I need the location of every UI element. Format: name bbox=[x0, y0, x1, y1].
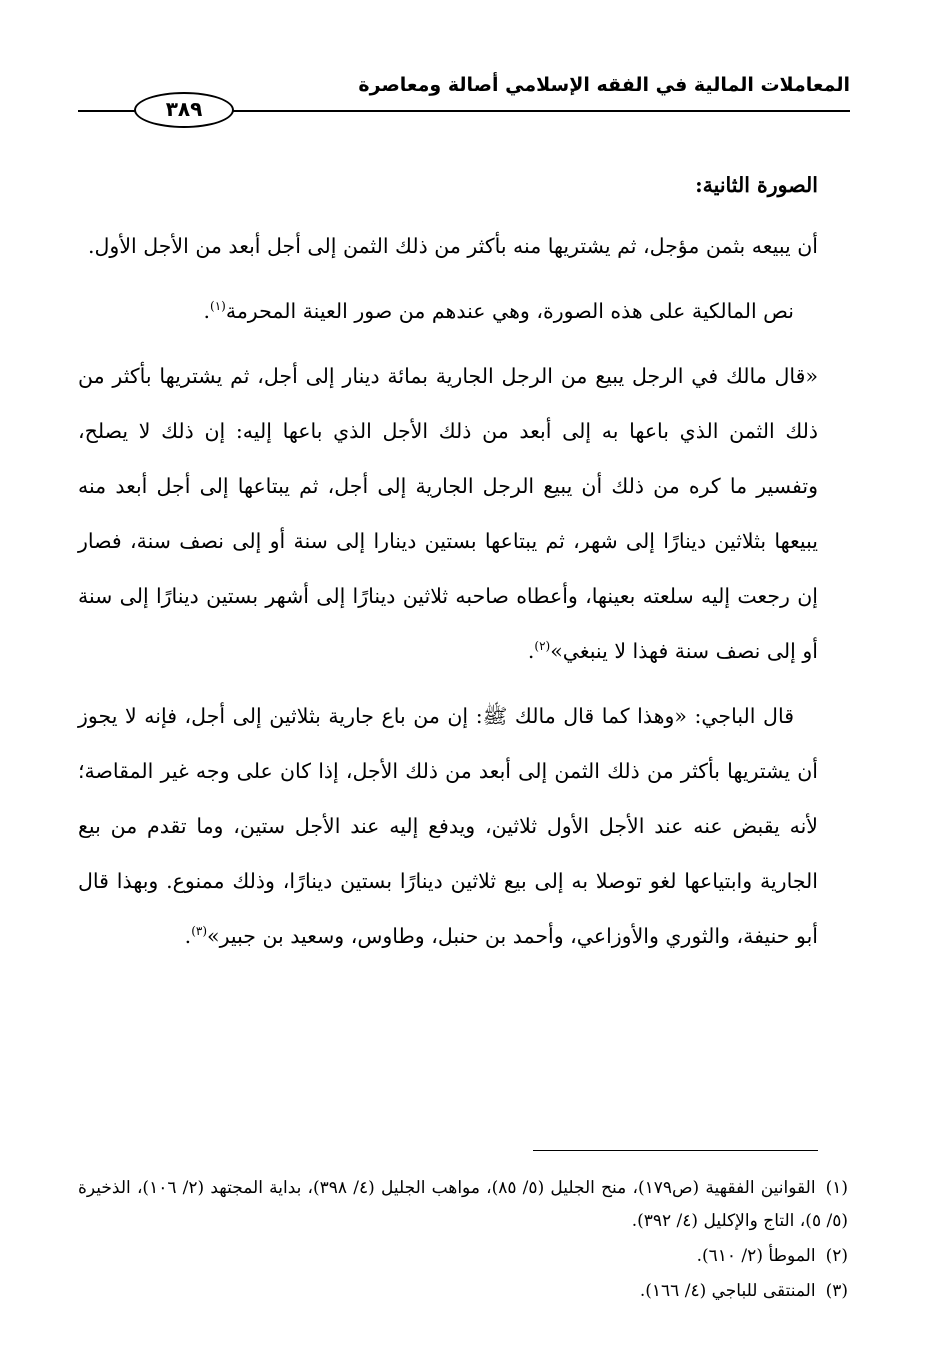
main-text bbox=[78, 158, 818, 974]
footnote-1-number: (١) bbox=[825, 1178, 848, 1198]
paragraph-4 bbox=[78, 689, 818, 964]
footnote-separator bbox=[533, 1150, 818, 1151]
paragraph-2 bbox=[78, 284, 818, 339]
footnote-ref-1: (١) bbox=[210, 299, 226, 314]
page-number: ٣٨٩ bbox=[134, 92, 234, 128]
footnote-3-number: (٣) bbox=[825, 1281, 848, 1301]
running-header-title: المعاملات المالية في الفقه الإسلامي أصالة ومعاصرة bbox=[358, 74, 850, 96]
footnote-2-text: الموطأ (٢/ ٦١٠). bbox=[696, 1246, 816, 1266]
paragraph-4-text: قال الباجي: «وهذا كما قال مالك ﷺ: إن من باع جارية بثلاثين إلى أجل، فإنه لا يجوز أن يشتريها بأكثر من ذلك الثمن إلى أبعد من ذلك الأجل، إذا كان على وجه غير المقاصة؛ لأنه يقبض عنه عند الأجل الأول ثلاثين، ويدفع إليه عند الأجل ستين، وما تقدم من بيع الجارية وابتياعها لغو توصلا به إلى بيع ثلاثين دينارًا بستين دينارًا، وذلك ممنوع. وبهذا قال أبو حنيفة، والثوري والأوزاعي، وأحمد بن حنبل، وطاوس، وسعيد بن جبير» bbox=[78, 704, 818, 948]
paragraph-4-end: . bbox=[184, 924, 192, 948]
footnote-1-text: القوانين الفقهية (ص١٧٩)، منح الجليل (٥/ ٨٥)، مواهب الجليل (٤/ ٣٩٨)، بداية المجتهد (٢/ ١٠٦)، الذخيرة (٥/ ٥)، التاج والإكليل (٤/ ٣٩٢). bbox=[78, 1178, 848, 1231]
footnote-3 bbox=[78, 1275, 848, 1308]
section-heading: الصورة الثانية: bbox=[695, 173, 818, 197]
paragraph-2-text: نص المالكية على هذه الصورة، وهي عندهم من صور العينة المحرمة bbox=[225, 299, 794, 323]
footnote-ref-2: (٢) bbox=[534, 639, 551, 654]
paragraph-1: أن يبيعه بثمن مؤجل، ثم يشتريها منه بأكثر من ذلك الثمن إلى أجل أبعد من الأجل الأول. bbox=[88, 234, 818, 258]
footnote-ref-3: (٣) bbox=[191, 924, 208, 939]
paragraph-3-text: «قال مالك في الرجل يبيع من الرجل الجارية بمائة دينار إلى أجل، ثم يشتريها بأكثر من ذلك الثمن الذي باعها به إلى أبعد من ذلك الأجل الذي باعها إليه: إن ذلك لا يصلح، وتفسير ما كره من ذلك أن يبيع الرجل الجارية إلى أجل، ثم يبتاعها إلى أجل أبعد منه يبيعها بثلاثين دينارًا إلى شهر، ثم يبتاعها بستين دينارا إلى سنة أو إلى نصف سنة، فصار إن رجعت إليه سلعته بعينها، وأعطاه صاحبه ثلاثين دينارًا إلى أشهر بستين دينارًا إلى سنة أو إلى نصف سنة فهذا لا ينبغي» bbox=[78, 364, 818, 663]
footnotes bbox=[78, 1172, 848, 1310]
footnote-3-text: المنتقى للباجي (٤/ ١٦٦). bbox=[639, 1281, 816, 1301]
footnote-2-number: (٢) bbox=[825, 1246, 848, 1266]
footnote-2 bbox=[78, 1240, 848, 1273]
paragraph-3-end: . bbox=[527, 639, 535, 663]
footnote-1 bbox=[78, 1172, 848, 1238]
paragraph-3 bbox=[78, 349, 818, 679]
paragraph-2-end: . bbox=[203, 299, 210, 323]
